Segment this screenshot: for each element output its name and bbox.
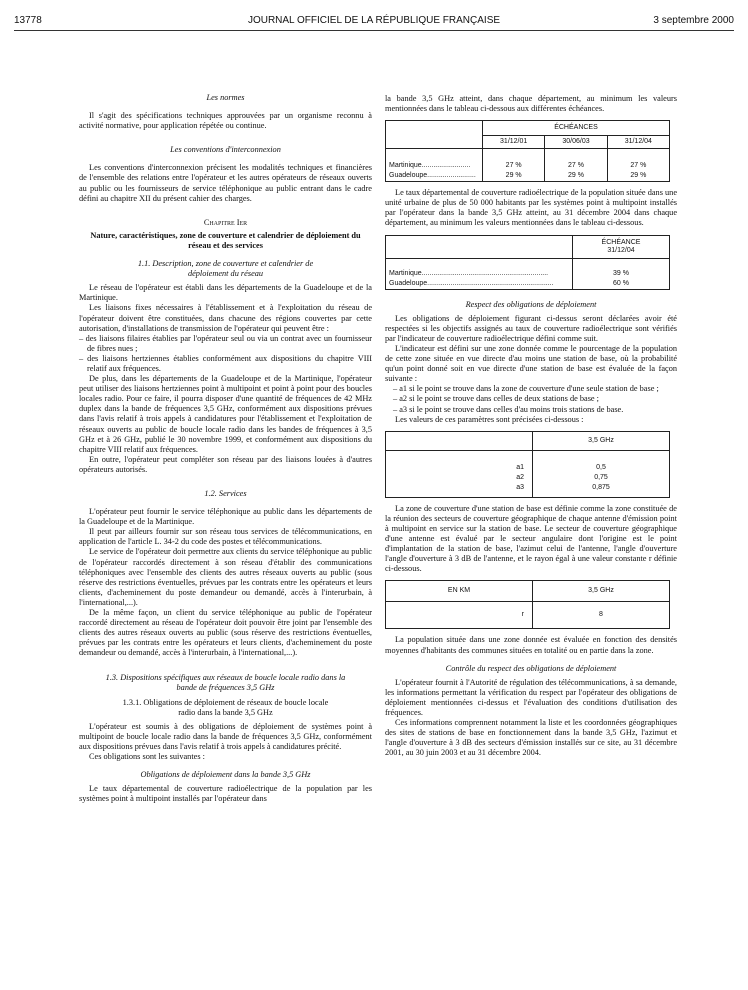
para-1-3-1-b: Ces obligations sont les suivantes : (89, 752, 205, 762)
para-controle-b: Ces informations comprennent notamment la liste et les coordonnées géographiques des sites de stations de base en fonctionnement dans la bande 3,5 GHz, l'azimut et l'angle d'ouverture à 3 dB des secteurs d'émission installés sur ce site, au 31 décembre 2001, au 30 juin 2003 et au 31 décembre 2004. (385, 718, 677, 758)
row-label: Guadeloupe (389, 279, 428, 287)
row-label: Martinique (389, 269, 422, 277)
row-label: Martinique (389, 162, 422, 170)
para-1-1-a: Le réseau de l'opérateur est établi dans les départements de la Guadeloupe et de la Martinique. (79, 283, 372, 303)
heading-obligations: Obligations de déploiement dans la bande 3,5 GHz (140, 770, 311, 780)
table-row: Martinique......................... Guadeloupe......................... 27 % 29 % 27 % 29 % 27 % 29 % (386, 149, 670, 182)
para-continuation: la bande 3,5 GHz atteint, dans chaque département, au minimum les valeurs mentionnées dans le tableau ci-dessous aux différentes échéances. (385, 94, 677, 114)
table-cell: 29 % (630, 172, 647, 180)
table-echeance-urban (385, 235, 670, 290)
table-col-date: 30/06/03 (545, 136, 607, 149)
table-row: Martinique................................................................. Guadeloupe................................................................. 39 % 60 % (386, 258, 670, 289)
right-column (385, 94, 677, 758)
table-cell: 27 % (630, 162, 647, 170)
page-header (14, 15, 734, 29)
heading-controle: Contrôle du respect des obligations de déploiement (445, 663, 617, 673)
heading-respect: Respect des obligations de déploiement (465, 299, 597, 309)
header-rule (14, 30, 734, 31)
table-radius (385, 580, 670, 629)
list-item: – des liaisons hertziennes établies conformément aux dispositions du chapitre VIII relatif aux fréquences. (79, 353, 372, 373)
para-conventions: Les conventions d'interconnexion précisent les modalités techniques et financières de l'ensemble des relations entre l'opérateur et les autres opérateurs de réseaux ouverts au public ou les fournisseurs de service téléphonique au public entrant dans le cadre défini au chapitre XII du présent cahier des charges. (79, 163, 372, 203)
chapter-title: Nature, caractéristiques, zone de couverture et calendrier de déploiement du réseau et des services (90, 230, 361, 250)
table-row (386, 602, 670, 629)
table-cell: 60 % (613, 279, 629, 287)
section-1-3-1-title: 1.3.1. Obligations de déploiement de réseaux de boucle locale radio dans la bande 3,5 GHz (122, 697, 329, 717)
para-1-1-c: De plus, dans les départements de la Guadeloupe et de la Martinique, l'opérateur peut utiliser des liaisons hertziennes point à multipoint et point à point pour des boucles locales radio. Pour ce faire, il pourra disposer d'une quantité de fréquences de 42 MHz duplex dans la bande de fréquences 3,5 GHz, conformément aux dispositions prévues dans l'avis relatif à trois appels à candidatures pour l'établissement et l'exploitation de réseaux ouverts au public de boucle locale radio dans les bandes de fréquences à 3,5 GHz et à 26 GHz, publié le 30 novembre 1999, et conformément aux dispositions du chapitre VIII relatif aux fréquences. (79, 374, 372, 454)
row-label: r (386, 602, 533, 629)
journal-title: JOURNAL OFFICIEL DE LA RÉPUBLIQUE FRANÇAISE (247, 15, 501, 26)
table-echeances (385, 120, 670, 182)
para-1-2-c: Le service de l'opérateur doit permettre aux clients du service téléphonique au public de l'opérateur raccordés directement à son réseau d'établir des communications téléphoniques avec l'ensemble des clients des autres réseaux ouverts au public (sous réserve des restrictions éventuelles, prévues par les contrats entre les opérateurs et leurs clients, d'acheminement du poste demandeur ou demandé, accès à l'interurbain, à l'international,...). (79, 547, 372, 607)
table-cell: 0,875 (592, 483, 610, 491)
para-obligations: Le taux départemental de couverture radioélectrique de la population par les systèmes point à multipoint installés par l'opérateur dans (79, 784, 372, 804)
table-cell: 29 % (568, 172, 584, 180)
row-label: a2 (516, 473, 524, 481)
para-zone: La zone de couverture d'une station de base est définie comme la zone constituée de la réunion des secteurs de couverture géographique de chaque antenne d'émission point à multipoint en service sur la station de base. Le secteur de couverture géographique d'une antenne est évalué par le secteur angulaire dont l'origine est le point d'implantation de la station de base, l'azimut celui de l'antenne, l'angle d'ouverture l'angle d'ouverture à 3 dB de l'antenne, et le rayon égal à une valeur constante r définie ci-dessous. (385, 503, 677, 574)
heading-conventions: Les conventions d'interconnexion (170, 145, 281, 155)
para-1-3-1-a: L'opérateur est soumis à des obligations de déploiement de systèmes point à multipoint de boucle locale radio dans la bande de fréquences 3,5 GHz, conformément aux dispositions prévues dans l'avis relatif à trois appels à candidatures précité. (79, 721, 372, 752)
para-1-1-d: En outre, l'opérateur peut compléter son réseau par des liaisons louées à d'autres opérateurs autorisés. (79, 454, 372, 474)
table-header: 31/12/04 (607, 246, 635, 254)
para-1-1-b: Les liaisons fixes nécessaires à l'établissement et à l'exploitation du réseau de l'opérateur doivent être constituées, dans chacune des régions couvertes par cette autorisation, d'installations de transmission de l'opérateur qui peuvent être : (79, 303, 372, 333)
table-cell: 8 (533, 602, 670, 629)
table-header: ÉCHÉANCE (601, 238, 641, 246)
table-cell: 39 % (613, 269, 629, 277)
list-item: – a3 si le point se trouve dans celles d'au moins trois stations de base. (393, 404, 624, 414)
section-1-2-title: 1.2. Services (204, 489, 247, 498)
table-cell: 29 % (505, 172, 522, 180)
para-1-2-b: Il peut par ailleurs fournir sur son réseau tous services de télécommunications, en application de l'article L. 34-2 du code des postes et télécommunications. (79, 527, 372, 547)
row-label: a3 (516, 483, 524, 491)
row-label: Guadeloupe (389, 172, 428, 180)
para-respect-a: Les obligations de déploiement figurant ci-dessus seront déclarées avoir été respectées si les objectifs assignés au taux de couverture radioélectrique sont vérifiés par l'indicateur de couverture radioélectrique défini comme suit. (385, 313, 677, 343)
table-header: ÉCHÉANCES (483, 121, 670, 136)
section-1-3-title: 1.3. Dispositions spécifiques aux réseaux de boucle locale radio dans la bande de fréquences 3,5 GHz (105, 672, 346, 692)
table-header: EN KM (386, 581, 533, 602)
row-label: a1 (516, 463, 524, 471)
table-cell: 27 % (505, 162, 522, 170)
table-row (386, 450, 670, 497)
para-normes: Il s'agit des spécifications techniques approuvées par un organisme reconnu à activité normative, pour application répétée ou continue. (79, 111, 372, 131)
para-population: La population située dans une zone donnée est évaluée en fonction des densités moyennes d'habitants des communes situées en totalité ou en partie dans la zone. (385, 635, 677, 655)
page-number: 13778 (14, 15, 42, 26)
para-urban: Le taux départemental de couverture radioélectrique de la population située dans une unité urbaine de plus de 50 000 habitants par les systèmes point à multipoint installés par l'opérateur dans la bande 3,5 GHz atteint, au 31 décembre 2004 dans chaque département, au minimum les valeurs mentionnées dans le tableau ci-dessous. (385, 188, 677, 228)
table-cell: 0,75 (594, 473, 608, 481)
left-column (79, 93, 372, 805)
table-cell: 27 % (568, 162, 584, 170)
list-item: – a2 si le point se trouve dans celles de deux stations de base ; (393, 394, 599, 404)
section-1-1-title: 1.1. Description, zone de couverture et calendrier de déploiement du réseau (137, 259, 314, 279)
chapter-label: Chapitre Ier (203, 217, 248, 227)
issue-date: 3 septembre 2000 (653, 15, 734, 26)
list-item: – a1 si le point se trouve dans la zone de couverture d'une seule station de base ; (393, 384, 659, 394)
list-item: – des liaisons filaires établies par l'opérateur seul ou via un contrat avec un fournisseur de fibres nues ; (79, 333, 372, 353)
para-respect-c: Les valeurs de ces paramètres sont précisées ci-dessous : (395, 414, 584, 424)
table-col-date: 31/12/01 (483, 136, 545, 149)
table-parameters (385, 431, 670, 498)
table-col-date: 31/12/04 (607, 136, 669, 149)
para-respect-b: L'indicateur est défini sur une zone donnée comme le pourcentage de la population de cette zone située en vue directe d'au moins une station de base, où la probabilité qu'un point donné soit en vue directe d'une station de base est évaluée de la façon suivante : (385, 343, 677, 384)
heading-normes: Les normes (206, 93, 245, 102)
table-header: 3,5 GHz (533, 431, 670, 450)
para-1-2-d: De la même façon, un client du service téléphonique au public de l'opérateur raccordé directement au réseau de l'opérateur doit pouvoir être joint par l'ensemble des clients des autres réseaux ouverts au public (sous réserve des restrictions éventuelles, prévues par les contrats entre les opérateurs et leurs clients, d'acheminement du poste demandeur ou demandé, accès à l'interurbain, à l'international,...). (79, 608, 372, 658)
para-1-2-a: L'opérateur peut fournir le service téléphonique au public dans les départements de la Guadeloupe et de la Martinique. (79, 507, 372, 527)
table-header: 3,5 GHz (533, 581, 670, 602)
para-controle-a: L'opérateur fournit à l'Autorité de régulation des télécommunications, à sa demande, les informations permettant la vérification du respect par l'opérateur des obligations de déploiement mentionnées ci-dessus et l'évaluation des conditions d'utilisation des fréquences. (385, 677, 677, 717)
table-cell: 0,5 (596, 463, 606, 471)
